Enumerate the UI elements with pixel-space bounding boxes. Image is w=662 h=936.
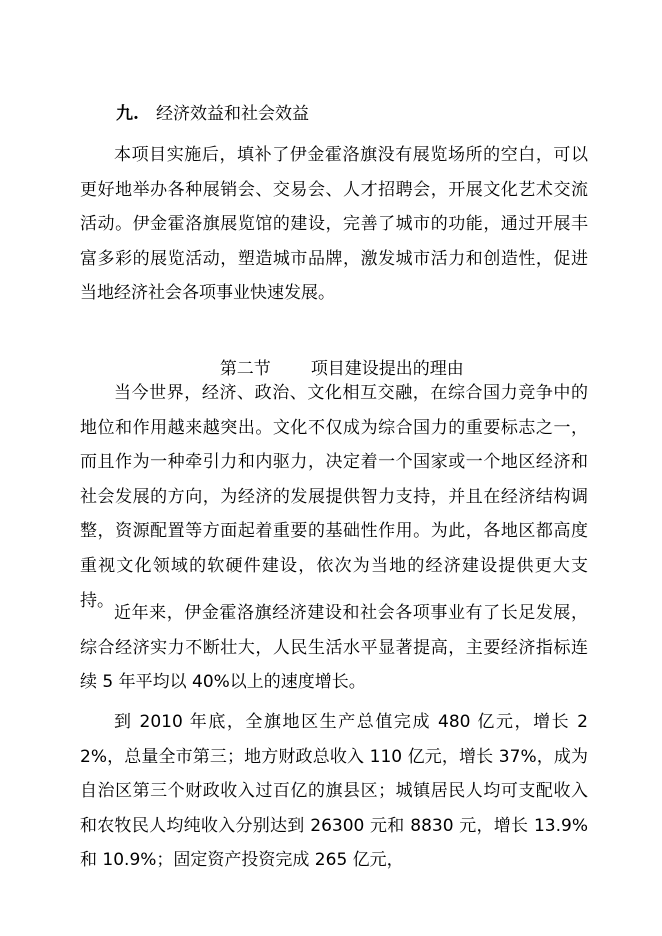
heading-title: 经济效益和社会效益 <box>156 104 309 124</box>
paragraph-2010-statistics: 到 2010 年底，全旗地区生产总值完成 480 亿元，增长 22%，总量全市第三；地方财政总收入 110 亿元，增长 37%，成为自治区第三个财政收入过百亿的旗县区；城镇居民人均可支配收入和农牧民人均纯收入分别达到 26300 元和 8830 元，增长 13.9%和 10.9%；固定资产投资完成 265 亿元， <box>80 712 588 871</box>
heading-number: 九. <box>116 104 139 124</box>
paragraph-benefits: 本项目实施后，填补了伊金霍洛旗没有展览场所的空白，可以更好地举办各种展销会、交易会、人才招聘会，开展文化艺术交流活动。伊金霍洛旗展览馆的建设，完善了城市的功能，通过开展丰富多彩的展览活动，塑造城市品牌，激发城市活力和创造性，促进当地经济社会各项事业快速发展。 <box>80 145 588 304</box>
paragraph-world-culture: 当今世界，经济、政治、文化相互交融，在综合国力竞争中的地位和作用越来越突出。文化不仅成为综合国力的重要标志之一，而且作为一种牵引力和内驱力，决定着一个国家或一个地区经济和社会发展的方向，为经济的发展提供智力支持，并且在经济结构调整，资源配置等方面起着重要的基础性作用。为此，各地区都高度重视文化领域的软硬件建设，依次为当地的经济建设提供更大支持。 <box>80 383 588 611</box>
section-number: 第二节 <box>219 359 271 379</box>
section-title-text: 项目建设提出的理由 <box>310 359 464 379</box>
paragraph-recent-development: 近年来，伊金霍洛旗经济建设和社会各项事业有了长足发展，综合经济实力不断壮大，人民生活水平显著提高，主要经济指标连续 5 年平均以 40%以上的速度增长。 <box>80 603 588 693</box>
section-heading <box>116 102 309 126</box>
